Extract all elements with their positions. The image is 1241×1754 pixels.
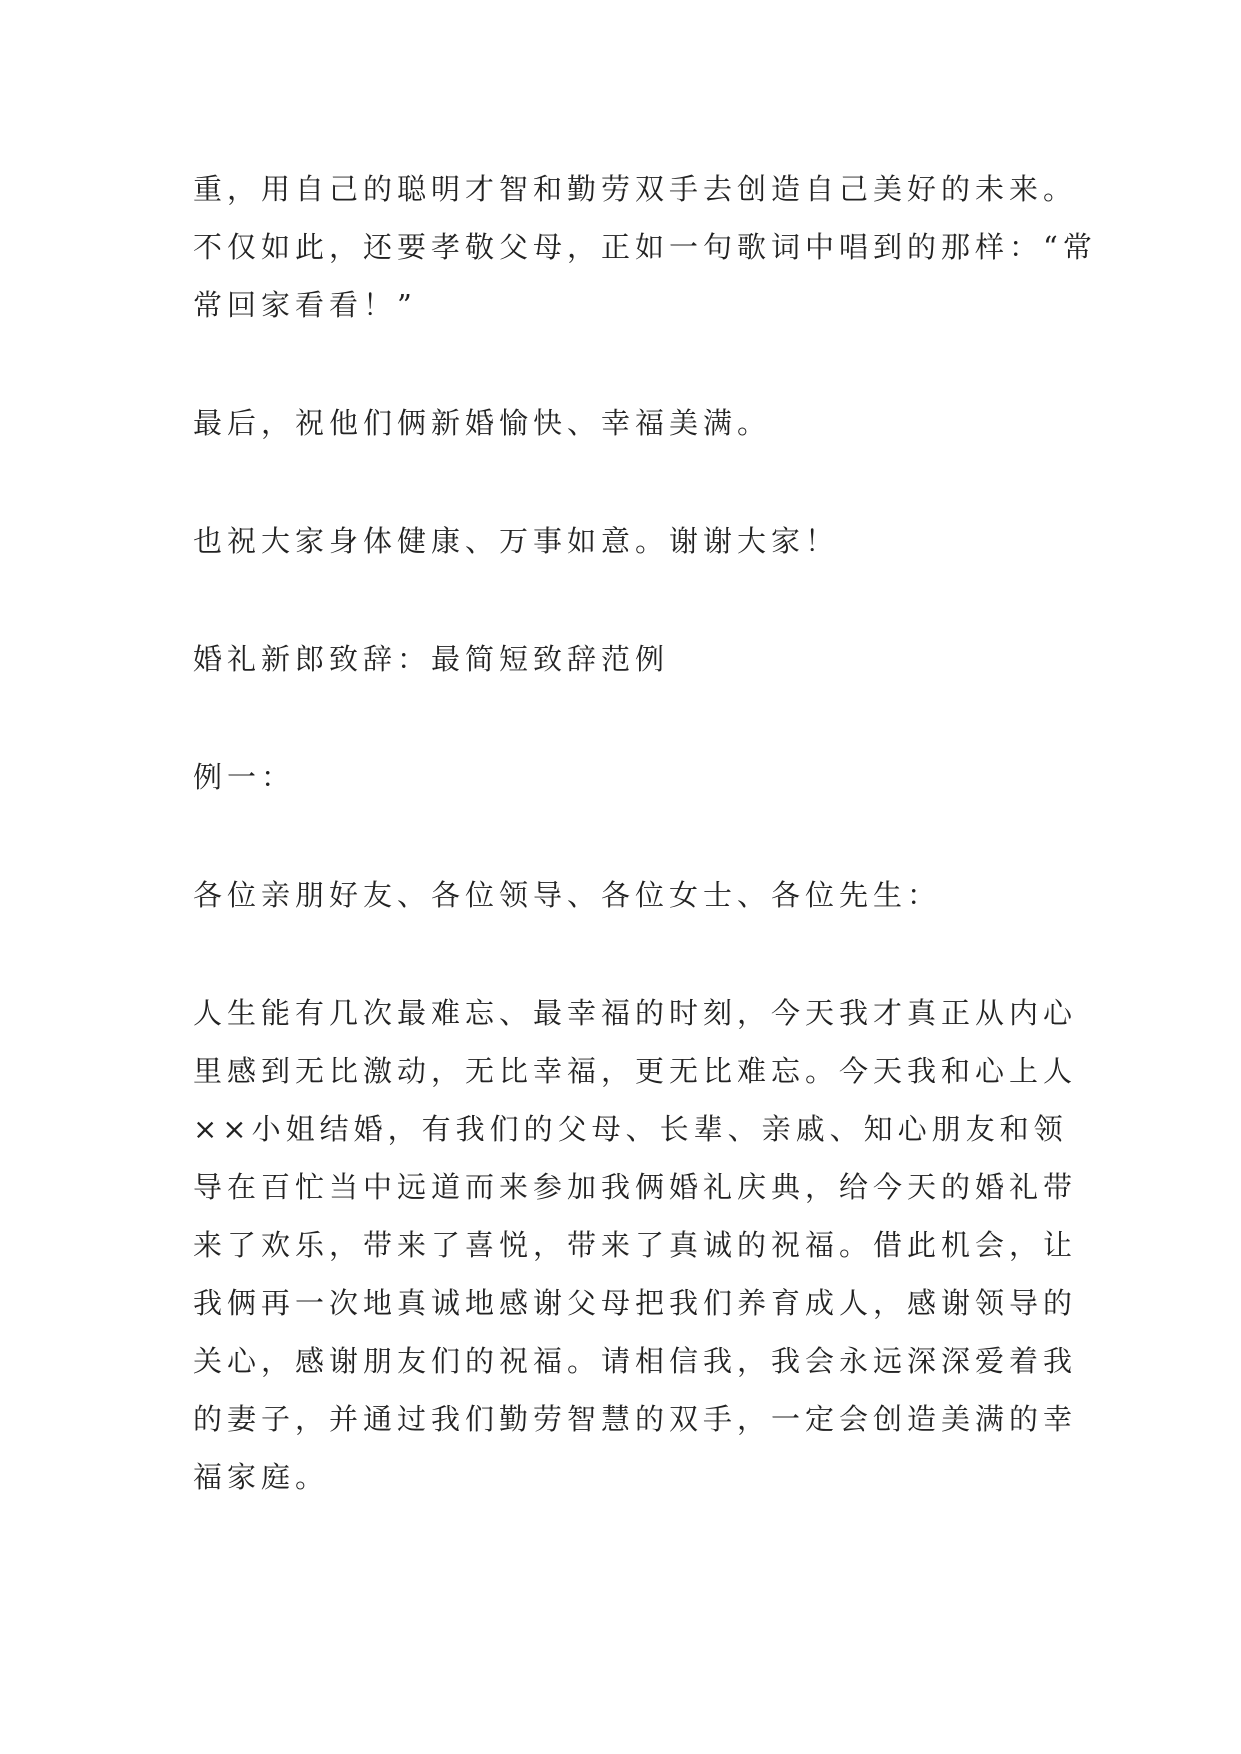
paragraph-line: 导在百忙当中远道而来参加我俩婚礼庆典，给今天的婚礼带 <box>193 1170 1078 1204</box>
paragraph-line: 重，用自己的聪明才智和勤劳双手去创造自己美好的未来。 <box>193 172 1078 206</box>
paragraph-spacer <box>193 452 1073 512</box>
paragraph-line: 不仅如此，还要孝敬父母，正如一句歌词中唱到的那样：“常 <box>193 230 1097 264</box>
paragraph-line: 来了欢乐，带来了喜悦，带来了真诚的祝福。借此机会，让 <box>193 1228 1078 1262</box>
paragraph-line: 人生能有几次最难忘、最幸福的时刻，今天我才真正从内心 <box>193 996 1078 1030</box>
paragraph-line: 关心，感谢朋友们的祝福。请相信我，我会永远深深爱着我 <box>193 1344 1078 1378</box>
paragraph-spacer <box>193 334 1073 394</box>
paragraph-speech-body <box>193 984 1078 1506</box>
paragraph-line: 最后，祝他们俩新婚愉快、幸福美满。 <box>193 406 772 440</box>
section-heading <box>193 630 1073 688</box>
paragraph-line: 的妻子，并通过我们勤劳智慧的双手，一定会创造美满的幸 <box>193 1402 1078 1436</box>
paragraph-line: ××小姐结婚，有我们的父母、长辈、亲戚、知心朋友和领 <box>193 1112 1068 1146</box>
document-body <box>193 160 1097 1506</box>
paragraph-spacer <box>193 688 1073 748</box>
example-label <box>193 748 1073 806</box>
paragraph-spacer <box>193 924 1073 984</box>
paragraph-line: 福家庭。 <box>193 1460 330 1494</box>
paragraph-final-wish <box>193 394 1073 452</box>
paragraph-line: 我俩再一次地真诚地感谢父母把我们养育成人，感谢领导的 <box>193 1286 1078 1320</box>
paragraph-line: 里感到无比激动，无比幸福，更无比难忘。今天我和心上人 <box>193 1054 1078 1088</box>
paragraph-line: 也祝大家身体健康、万事如意。谢谢大家！ <box>193 524 840 558</box>
example-label-text: 例一： <box>193 760 296 794</box>
paragraph-spacer <box>193 806 1073 866</box>
paragraph-thanks <box>193 512 1073 570</box>
paragraph-line: 常回家看看！” <box>193 288 417 322</box>
section-heading-text: 婚礼新郎致辞：最简短致辞范例 <box>193 642 670 676</box>
paragraph-line: 各位亲朋好友、各位领导、各位女士、各位先生： <box>193 878 942 912</box>
paragraph-salutation <box>193 866 1073 924</box>
paragraph-closing-advice <box>193 160 1097 334</box>
paragraph-spacer <box>193 570 1073 630</box>
